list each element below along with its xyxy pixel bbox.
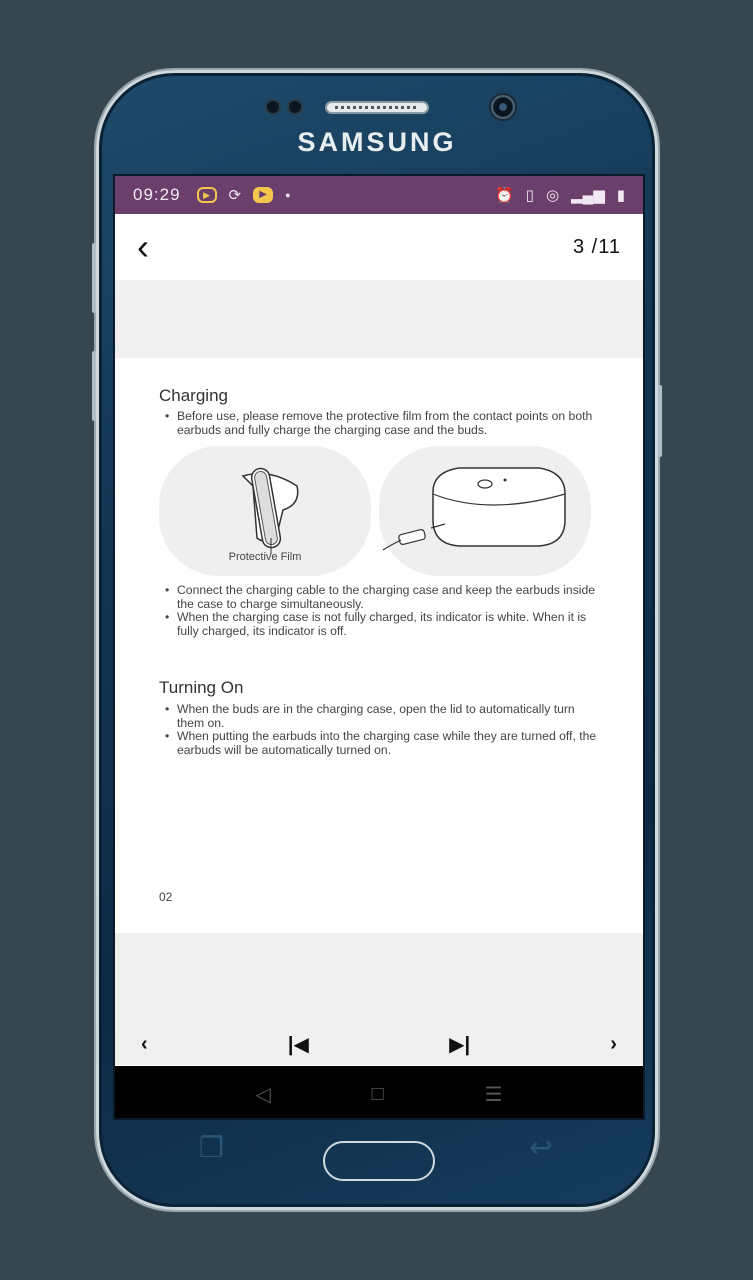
charging-case-illustration (379, 446, 591, 576)
first-page-button[interactable]: |◀ (287, 1033, 309, 1056)
phone-frame (96, 70, 658, 1210)
status-bar (115, 176, 643, 214)
page-counter (573, 236, 621, 259)
earbud-figure (159, 446, 371, 576)
vibrate-icon: ▯ (525, 187, 534, 204)
nav-back-icon[interactable]: ◁ (255, 1083, 271, 1106)
sync-icon: ⟳ (228, 187, 242, 204)
youtube-icon: ▶ (197, 187, 217, 203)
turning-on-bullets (165, 703, 605, 757)
status-time: 09:29 (133, 185, 181, 204)
previous-page-button[interactable]: ‹ (141, 1032, 148, 1055)
nav-home-icon[interactable]: □ (371, 1082, 384, 1105)
nav-recents-icon[interactable]: ☰ (484, 1083, 503, 1106)
hardware-recents-icon[interactable]: ❐ (199, 1132, 225, 1163)
pager-controls (115, 1022, 643, 1066)
back-button[interactable]: ‹ (137, 226, 149, 267)
section-title-turning-on: Turning On (159, 678, 244, 697)
last-page-button[interactable]: ▶| (449, 1033, 471, 1056)
power-button[interactable] (658, 385, 662, 457)
page-gap-top (115, 280, 643, 358)
section-title-charging: Charging (159, 386, 228, 405)
system-nav-bar (115, 1066, 643, 1120)
dot-icon: ● (285, 190, 291, 200)
charging-bullets-1 (165, 410, 605, 437)
front-camera (489, 93, 517, 121)
bullet-item: • When the buds are in the charging case, open the lid to automatically turn them on. (165, 703, 605, 730)
proximity-sensor (265, 99, 281, 115)
bullet-item: • When putting the earbuds into the charging case while they are turned off, the earbuds will be automatically turned on. (165, 730, 605, 757)
bullet-item: • Before use, please remove the protective film from the contact points on both earbuds and fully charge the charging case and the buds. (165, 410, 605, 437)
battery-icon: ▮ (616, 187, 625, 204)
screen (113, 174, 645, 1120)
hardware-home-button[interactable] (323, 1141, 435, 1181)
document-page-number: 02 (159, 890, 173, 904)
document-page[interactable] (115, 358, 643, 933)
volume-up-button[interactable] (92, 243, 96, 313)
brand-logo: SAMSUNG (297, 127, 457, 157)
bullet-item: • Connect the charging cable to the charging case and keep the earbuds inside the case to charge simultaneously. (165, 584, 605, 611)
volume-down-button[interactable] (92, 351, 96, 421)
next-page-button[interactable]: › (610, 1032, 617, 1055)
alarm-icon: ⏰ (494, 187, 514, 204)
hardware-back-icon[interactable]: ↩ (529, 1132, 553, 1163)
charging-bullets-2 (165, 584, 605, 638)
app-bar (115, 214, 643, 280)
page-total: /11 (591, 235, 621, 258)
earpiece-speaker (325, 101, 429, 114)
hotspot-icon: ◎ (545, 187, 560, 204)
page-current: 3 (572, 235, 586, 258)
status-icons (495, 186, 625, 204)
youtube-icon: ▶ (253, 187, 273, 203)
figure-caption: Protective Film (228, 551, 302, 563)
signal-icon: ▂▄▆ (571, 187, 605, 204)
light-sensor (287, 99, 303, 115)
charging-case-figure (379, 446, 591, 576)
bullet-item: • When the charging case is not fully charged, its indicator is white. When it is fully charged, its indicator is off. (165, 611, 605, 638)
